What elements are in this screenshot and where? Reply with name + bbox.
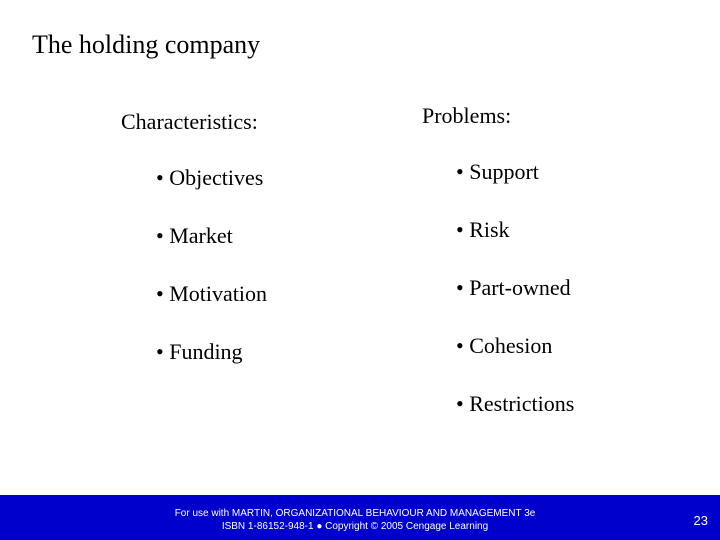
slide-title: The holding company [32,30,261,59]
problems-heading: Problems: [422,103,512,128]
list-item: • Funding [156,339,243,364]
footer-text [140,507,570,533]
list-item: • Objectives [156,165,264,190]
page-number: 23 [693,513,708,528]
list-item: • Restrictions [456,391,575,416]
footer-line-2: ISBN 1-86152-948-1 ● Copyright © 2005 Cengage Learning [221,521,489,532]
list-item: • Cohesion [456,333,553,358]
list-item: • Risk [456,217,510,242]
list-item: • Market [156,223,233,248]
footer-bar [0,495,720,540]
characteristics-list [156,165,267,397]
footer-line-1: For use with MARTIN, ORGANIZATIONAL BEHAVIOUR AND MANAGEMENT 3e [174,508,536,519]
characteristics-heading: Characteristics: [121,109,258,134]
list-item: • Part-owned [456,275,571,300]
list-item: • Support [456,159,539,184]
list-item: • Motivation [156,281,267,306]
problems-list [456,159,574,449]
